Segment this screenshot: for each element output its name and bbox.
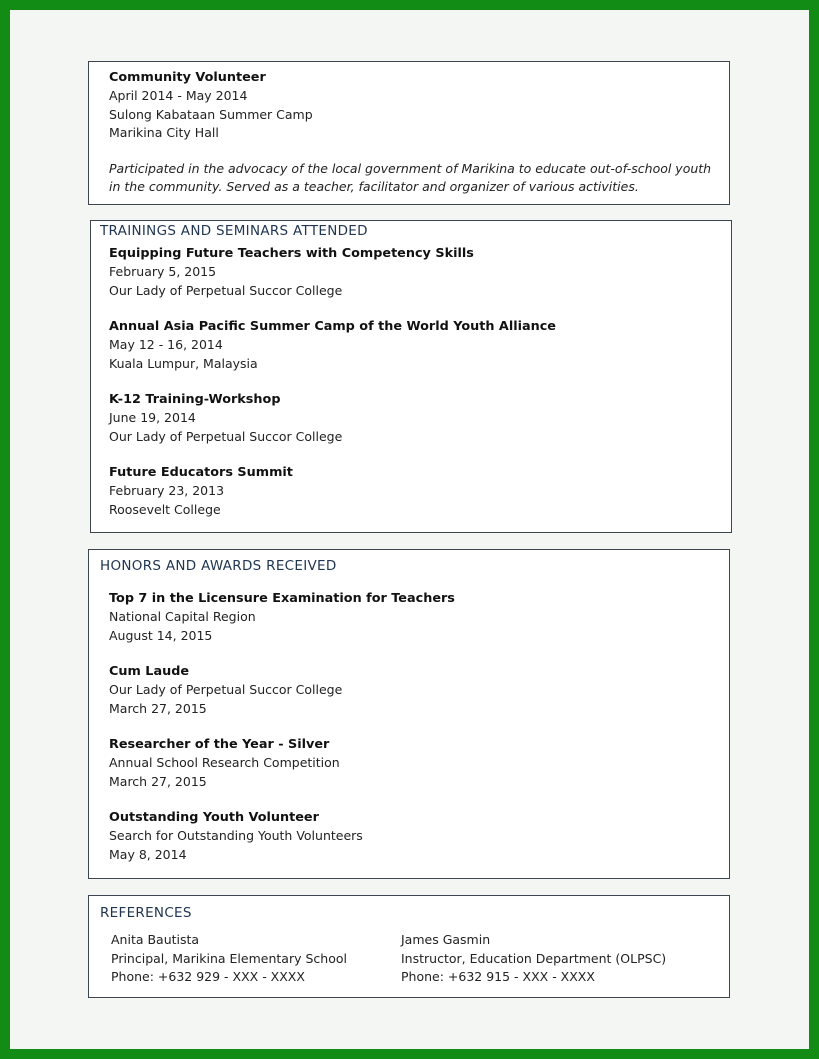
award-title: Researcher of the Year - Silver: [109, 737, 330, 752]
award-title: Cum Laude: [109, 664, 190, 679]
references-section: [88, 895, 730, 998]
training-venue: Roosevelt College: [109, 501, 221, 517]
volunteer-section: [88, 61, 730, 205]
award-item: [109, 663, 342, 718]
reference-name: Anita Bautista: [111, 932, 200, 947]
volunteer-title: Community Volunteer: [109, 70, 266, 85]
award-date: March 27, 2015: [109, 773, 207, 789]
reference-entry: [401, 931, 666, 987]
training-date: June 19, 2014: [109, 410, 196, 426]
award-date: August 14, 2015: [109, 627, 213, 643]
award-date: May 8, 2014: [109, 846, 187, 862]
training-item: [109, 464, 293, 519]
training-date: May 12 - 16, 2014: [109, 337, 223, 353]
honors-section: [88, 549, 730, 879]
award-detail: Our Lady of Perpetual Succor College: [109, 682, 343, 698]
training-item: [109, 391, 342, 446]
training-title: Annual Asia Pacific Summer Camp of the World Youth Alliance: [109, 319, 556, 334]
reference-role: Principal, Marikina Elementary School: [111, 950, 347, 966]
training-venue: Our Lady of Perpetual Succor College: [109, 282, 343, 298]
training-title: Future Educators Summit: [109, 465, 293, 480]
training-venue: Our Lady of Perpetual Succor College: [109, 428, 343, 444]
reference-phone: Phone: +632 929 - XXX - XXXX: [111, 969, 305, 984]
award-item: [109, 736, 340, 791]
training-venue: Kuala Lumpur, Malaysia: [109, 355, 258, 371]
training-date: February 23, 2013: [109, 483, 225, 499]
award-date: March 27, 2015: [109, 700, 207, 716]
volunteer-description-line-2: in the community. Served as a teacher, facilitator and organizer of various activities.: [109, 179, 639, 195]
trainings-section: [90, 220, 732, 533]
award-detail: National Capital Region: [109, 609, 256, 625]
volunteer-description-line-1: Participated in the advocacy of the local government of Marikina to educate out-of-school youth: [109, 161, 712, 177]
award-item: [109, 590, 455, 645]
reference-entry: [111, 931, 347, 987]
award-title: Top 7 in the Licensure Examination for Teachers: [109, 591, 455, 606]
reference-name: James Gasmin: [401, 932, 491, 947]
volunteer-program: Sulong Kabataan Summer Camp: [109, 106, 313, 122]
training-item: [109, 245, 474, 300]
reference-phone: Phone: +632 915 - XXX - XXXX: [401, 969, 595, 984]
reference-role: Instructor, Education Department (OLPSC): [401, 950, 667, 966]
award-detail: Annual School Research Competition: [109, 755, 340, 771]
references-heading: REFERENCES: [100, 905, 192, 921]
training-item: [109, 318, 556, 373]
trainings-heading: TRAININGS AND SEMINARS ATTENDED: [100, 223, 368, 239]
volunteer-date: April 2014 - May 2014: [109, 88, 248, 104]
training-title: Equipping Future Teachers with Competency Skills: [109, 246, 474, 261]
award-title: Outstanding Youth Volunteer: [109, 810, 319, 825]
volunteer-place: Marikina City Hall: [109, 124, 219, 140]
award-detail: Search for Outstanding Youth Volunteers: [109, 828, 363, 844]
award-item: [109, 809, 363, 864]
honors-heading: HONORS AND AWARDS RECEIVED: [100, 558, 337, 574]
training-date: February 5, 2015: [109, 264, 217, 280]
volunteer-entry: [109, 69, 711, 197]
training-title: K-12 Training-Workshop: [109, 392, 281, 407]
